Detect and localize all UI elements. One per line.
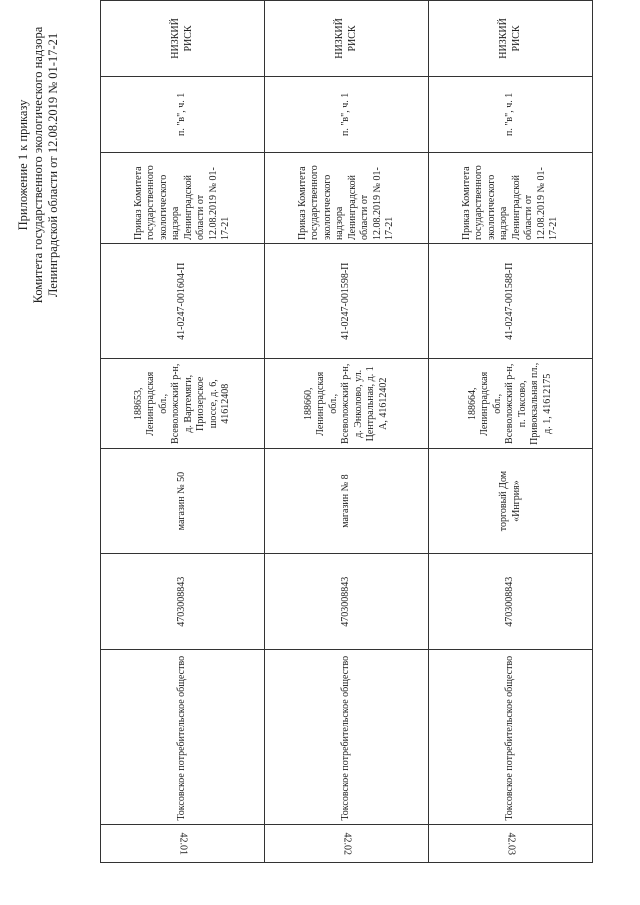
row-number-cell — [101, 824, 265, 862]
document-header — [16, 0, 61, 395]
criterion-cell: п. "в", ч. 1 — [101, 76, 265, 152]
row-number-cell — [265, 824, 429, 862]
criterion-cell: п. "в", ч. 1 — [429, 76, 593, 152]
object-name-cell: магазин № 8 — [265, 449, 429, 554]
decision-doc-cell: Приказ Комитета государственного экологического надзора Ленинградской области от 12.08.2019 № 01-17-21 — [265, 152, 429, 243]
header-line-3: Ленинградской области от 12.08.2019 № 01-17-21 — [46, 32, 60, 298]
header-line-1: Приложение 1 к приказу — [16, 99, 30, 231]
inn-cell: 4703008843 — [101, 553, 265, 649]
object-code-cell: 41-0247-001598-П — [265, 244, 429, 359]
decision-doc-cell: Приказ Комитета государственного экологического надзора Ленинградской области от 12.08.2019 № 01-17-21 — [101, 152, 265, 243]
risk-category-cell: НИЗКИЙ РИСК — [429, 1, 593, 77]
object-code-cell: 41-0247-001588-П — [429, 244, 593, 359]
address-cell: 188664, Ленинградская обл., Всеволожский р-н, п. Токсово, Привокзальная пл., д. 1, 41612175 — [429, 359, 593, 449]
table-row — [265, 1, 429, 863]
inn-cell: 4703008843 — [429, 553, 593, 649]
organization-cell: Токсовское потребительское общество — [265, 650, 429, 824]
registry-table — [100, 0, 593, 863]
row-number: 42.03 — [505, 832, 517, 855]
object-name-cell: магазин № 50 — [101, 449, 265, 554]
row-number: 42.02 — [341, 832, 353, 855]
criterion-cell: п. "в", ч. 1 — [265, 76, 429, 152]
address-cell: 188653, Ленинградская обл., Всеволожский р-н, д. Вартемяги, Приозерское шоссе, д. 6, 41612408 — [101, 359, 265, 449]
risk-category-cell: НИЗКИЙ РИСК — [265, 1, 429, 77]
header-line-2: Комитета государственного экологического надзора — [31, 26, 45, 304]
organization-cell: Токсовское потребительское общество — [101, 650, 265, 824]
table-row — [101, 1, 265, 863]
inn-cell: 4703008843 — [265, 553, 429, 649]
object-code-cell: 41-0247-001604-П — [101, 244, 265, 359]
row-number: 42.01 — [177, 832, 189, 855]
table-row — [429, 1, 593, 863]
object-name-cell: торговый Дом «Ингрия» — [429, 449, 593, 554]
address-cell: 188660, Ленинградская обл., Всеволожский р-н, д. Энколово, ул. Центральная, д. 1 А, 41612402 — [265, 359, 429, 449]
row-number-cell — [429, 824, 593, 862]
decision-doc-cell: Приказ Комитета государственного экологического надзора Ленинградской области от 12.08.2019 № 01-17-21 — [429, 152, 593, 243]
risk-category-cell: НИЗКИЙ РИСК — [101, 1, 265, 77]
organization-cell: Токсовское потребительское общество — [429, 650, 593, 824]
